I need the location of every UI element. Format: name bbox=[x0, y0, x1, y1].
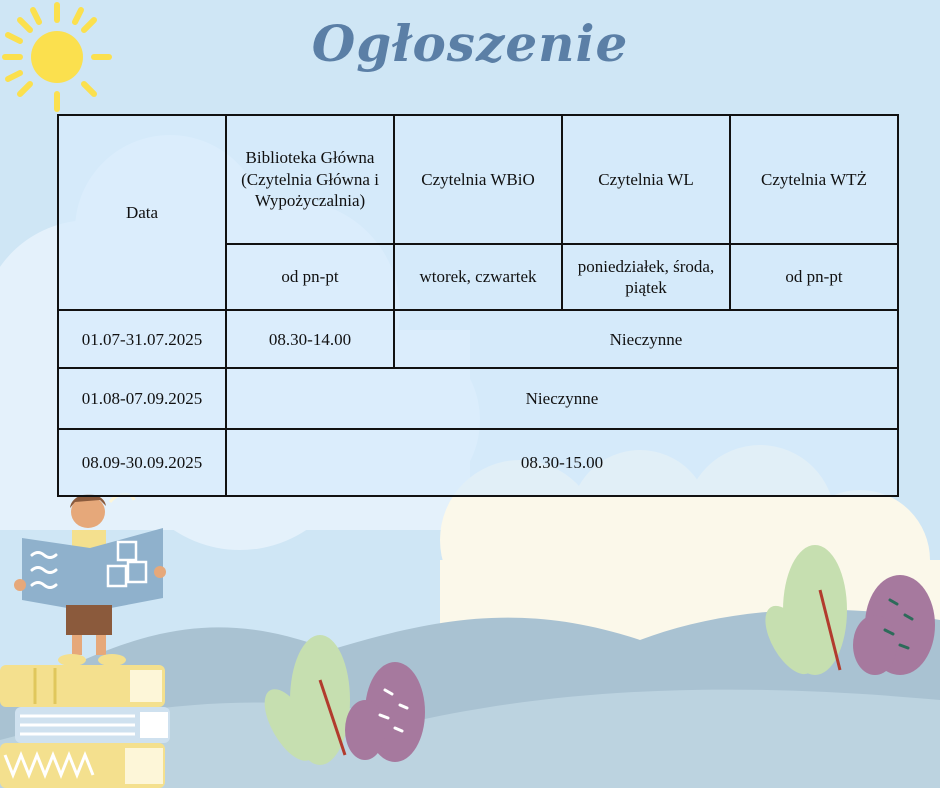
days-czytelnia-wtz: od pn-pt bbox=[730, 244, 898, 310]
days-czytelnia-wbio: wtorek, czwartek bbox=[394, 244, 562, 310]
schedule-table bbox=[57, 114, 899, 497]
table-row bbox=[58, 310, 898, 368]
column-header-czytelnia-wtz: Czytelnia WTŻ bbox=[730, 115, 898, 244]
row-main-hours: 08.30-14.00 bbox=[226, 310, 394, 368]
book-stack-icon bbox=[0, 665, 170, 788]
table-header-row bbox=[58, 115, 898, 244]
row-date: 01.07-31.07.2025 bbox=[58, 310, 226, 368]
row-all-status: Nieczynne bbox=[226, 368, 898, 428]
table-row bbox=[58, 368, 898, 428]
days-biblioteka-glowna: od pn-pt bbox=[226, 244, 394, 310]
days-czytelnia-wl: poniedziałek, środa, piątek bbox=[562, 244, 730, 310]
row-date: 01.08-07.09.2025 bbox=[58, 368, 226, 428]
page-title: Ogłoszenie bbox=[311, 14, 629, 73]
column-header-czytelnia-wbio: Czytelnia WBiO bbox=[394, 115, 562, 244]
row-date: 08.09-30.09.2025 bbox=[58, 429, 226, 496]
table-row bbox=[58, 429, 898, 496]
row-all-hours: 08.30-15.00 bbox=[226, 429, 898, 496]
date-header: Data bbox=[58, 115, 226, 310]
column-header-biblioteka-glowna: Biblioteka Główna (Czytelnia Główna i Wypożyczalnia) bbox=[226, 115, 394, 244]
column-header-czytelnia-wl: Czytelnia WL bbox=[562, 115, 730, 244]
row-others-status: Nieczynne bbox=[394, 310, 898, 368]
